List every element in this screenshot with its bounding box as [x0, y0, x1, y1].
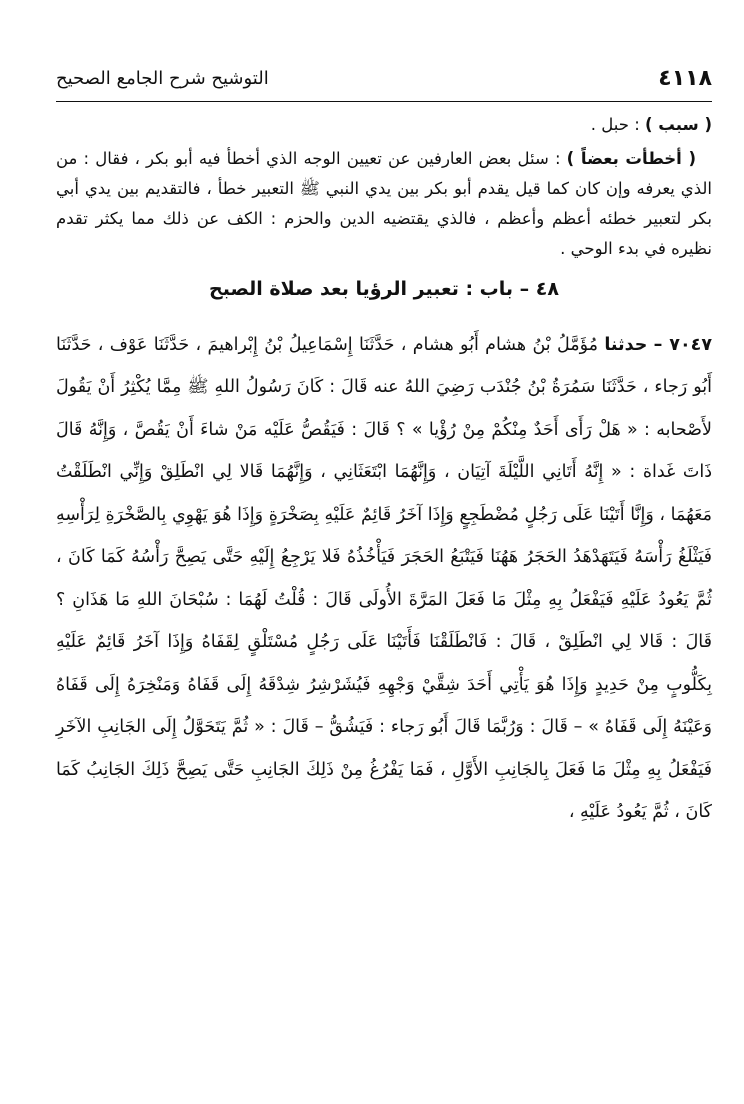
- note-text: : حبل .: [590, 115, 645, 134]
- note-paragraph: [56, 110, 712, 140]
- page-body: [56, 110, 712, 851]
- running-title: التوشيح شرح الجامع الصحيح: [56, 68, 269, 89]
- note-paragraph: [56, 144, 712, 264]
- hadith-text: مُؤَمَّلُ بْنُ هشام أَبُو هشام ، حَدَّثَنَا إِسْمَاعِيلُ بْنُ إِبْراهيمَ ، حَدَّثَنَا عَوْف ، حَدَّثَنَا أَبُو رَجاء ، حَدَّثَنَا سَمُرَةُ بْنُ جُنْدَب رَضِيَ اللهُ عنه قَالَ : كَانَ رَسُولُ اللهِ ﷺ مِمَّا يُكْثِرُ أَنْ يَقُولَ لأَصْحابه : « هَلْ رَأَى أَحَدٌ مِنْكُمْ مِنْ رُؤْيا » ؟ قَالَ : فَيَقُصُّ عَلَيْه مَنْ شاءَ أَنْ يَقُصَّ ، وَإِنَّهُ قَالَ ذَاتَ غَداة : « إِنَّهُ أَتَانِي اللَّيْلَةَ آتِيَان ، وَإِنَّهُمَا ابْتَعَثَانِي ، وَإِنَّهُمَا قَالا لِي انْطَلِقْ وَإِنِّي انْطَلَقْتُ مَعَهُمَا ، وَإِنَّا أَتَيْنَا عَلَى رَجُلٍ مُضْطَجِعٍ وَإِذَا آخَرُ قَائِمٌ عَلَيْهِ بِصَخْرَةٍ وَإِذَا هُوَ يَهْوِي بِالصَّخْرَةِ لِرَأْسِهِ فَيَثْلَغُ رَأْسَهُ فَيَتَهَدْهَدُ الحَجَرُ هَهُنَا فَيَتْبَعُ الحَجَرَ فَيَأْخُذُهُ فَلا يَرْجِعُ إِلَيْهِ حَتَّى يَصِحَّ رَأْسُهُ كَمَا كَانَ ، ثُمَّ يَعُودُ عَلَيْهِ فَيَفْعَلُ بِهِ مِثْلَ مَا فَعَلَ المَرَّةَ الأُولَى قَالَ : قُلْتُ لَهُمَا : سُبْحَانَ اللهِ مَا هَذَانِ ؟ قَالَ : قَالا لِي انْطَلِقْ ، قَالَ : فَانْطَلَقْنَا فَأَتَيْنَا عَلَى رَجُلٍ مُسْتَلْقٍ لِقَفَاهُ وَإِذَا آخَرُ قَائِمٌ عَلَيْهِ بِكَلُّوبٍ مِنْ حَدِيدٍ وَإِذَا هُوَ يَأْتِي أَحَدَ شِقَّيْ وَجْهِهِ فَيُشَرْشِرُ شِدْقَهُ إِلَى قَفَاهُ وَمَنْخِرَهُ إِلَى قَفَاهُ وَعَيْنَهُ إِلَى قَفَاهُ » – قَالَ : وَرُبَّمَا قَالَ أَبُو رَجاء : فَيَشُقُّ – قَالَ : « ثُمَّ يَتَحَوَّلُ إِلَى الجَانِبِ الآخَرِ فَيَفْعَلُ بِهِ مِثْلَ مَا فَعَلَ بِالجَانِبِ الأَوَّلِ ، فَمَا يَفْرُغُ مِنْ ذَلِكَ الجَانِبِ حَتَّى يَصِحَّ ذَلِكَ الجَانِبُ كَمَا كَانَ ، ثُمَّ يَعُودُ عَلَيْهِ ،: [56, 334, 712, 822]
- note-term: ( سبب ): [645, 115, 712, 134]
- note-text: : سئل بعض العارفين عن تعيين الوجه الذي أخطأ فيه أبو بكر ، فقال : من الذي يعرفه وإن كان كما قيل يقدم أبو بكر بين يدي النبي ﷺ التعبير خطأ ، فالتقديم بين يدي أبي بكر لتعبير خطئه أعظم وأعظم ، فالذي يقتضيه الدين والحزم : الكف عن ذلك مما يكثر تقدم نظيره في بدء الوحي .: [56, 149, 712, 258]
- book-page: [56, 0, 712, 1104]
- page-number: ٤١١٨: [658, 66, 712, 91]
- chapter-title: ٤٨ – باب : تعبير الرؤيا بعد صلاة الصبح: [209, 278, 559, 300]
- header-divider: [56, 101, 712, 102]
- hadith-number: ٧٠٤٧ –: [653, 334, 713, 355]
- hadith-opening: حدثنا: [604, 334, 648, 355]
- note-term: ( أخطأت بعضاً ): [566, 149, 696, 168]
- hadith-paragraph: [56, 324, 712, 834]
- page-header: [56, 64, 712, 102]
